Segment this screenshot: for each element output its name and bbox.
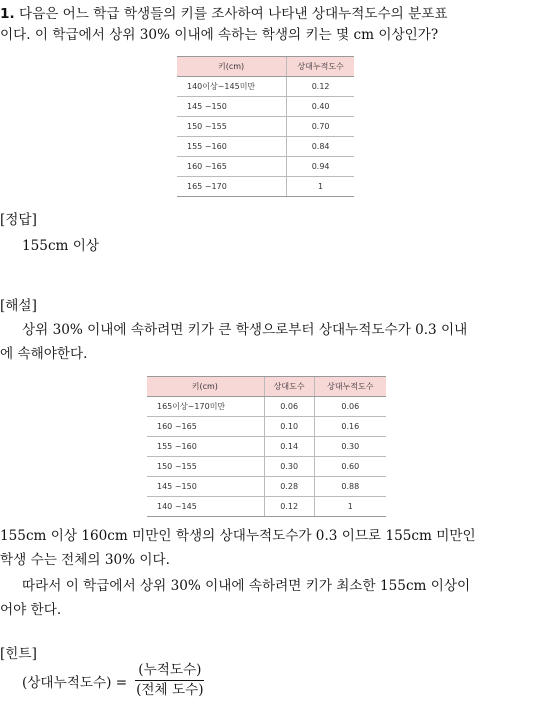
table-row xyxy=(147,397,386,417)
frequency-table-explanation xyxy=(147,376,386,517)
table-row xyxy=(177,177,354,197)
table-cell: 0.60 xyxy=(314,457,386,477)
hint-formula xyxy=(22,662,207,699)
table-cell: 140이상~145미만 xyxy=(177,77,287,97)
table-header: 상대누적도수 xyxy=(314,377,386,397)
explanation-line-1: 상위 30% 이내에 속하려면 키가 큰 학생으로부터 상대누적도수가 0.3 이내 xyxy=(22,322,468,338)
table-cell: 0.84 xyxy=(287,137,354,157)
table-cell: 145 ~150 xyxy=(147,477,264,497)
table-cell: 145 ~150 xyxy=(177,97,287,117)
question-line-2: 이다. 이 학급에서 상위 30% 이내에 속하는 학생의 키는 몇 cm 이상인가? xyxy=(0,27,439,43)
table-cell: 165 ~170 xyxy=(177,177,287,197)
table-cell: 0.94 xyxy=(287,157,354,177)
explanation-line-5: 따라서 이 학급에서 상위 30% 이내에 속하려면 키가 최소한 155cm 이상이 xyxy=(22,578,471,594)
table-cell: 140 ~145 xyxy=(147,497,264,517)
table-row xyxy=(177,97,354,117)
formula-denominator: (전체 도수) xyxy=(136,682,204,698)
answer-text: 155cm 이상 xyxy=(22,238,100,254)
explanation-line-6: 어야 한다. xyxy=(0,602,62,618)
table-header: 키(cm) xyxy=(177,57,287,77)
table-row xyxy=(147,477,386,497)
table-cell: 0.40 xyxy=(287,97,354,117)
table-row xyxy=(147,437,386,457)
table-header: 키(cm) xyxy=(147,377,264,397)
table-row xyxy=(177,77,354,97)
table-header: 상대누적도수 xyxy=(287,57,354,77)
explanation-line-3: 155cm 이상 160cm 미만인 학생의 상대누적도수가 0.3 이므로 155cm 미만인 xyxy=(0,528,476,544)
table-cell: 0.10 xyxy=(264,417,314,437)
table-cell: 1 xyxy=(314,497,386,517)
formula-fraction xyxy=(133,662,206,699)
table-cell: 0.28 xyxy=(264,477,314,497)
table-cell: 155 ~160 xyxy=(147,437,264,457)
table-row xyxy=(147,417,386,437)
table-cell: 1 xyxy=(287,177,354,197)
explanation-line-4: 학생 수는 전체의 30% 이다. xyxy=(0,552,171,568)
table-cell: 0.06 xyxy=(314,397,386,417)
table-header-row xyxy=(177,57,354,77)
table-cell: 0.30 xyxy=(264,457,314,477)
table-cell: 0.30 xyxy=(314,437,386,457)
table-row xyxy=(147,497,386,517)
answer-tag: [정답] xyxy=(0,212,37,228)
table-cell: 165이상~170미만 xyxy=(147,397,264,417)
table-cell: 0.14 xyxy=(264,437,314,457)
table-row xyxy=(177,117,354,137)
explanation-line-2: 에 속해야한다. xyxy=(0,346,88,362)
table-header-row xyxy=(147,377,386,397)
table-cell: 0.88 xyxy=(314,477,386,497)
question-number: 1. xyxy=(0,6,15,22)
table-cell: 160 ~165 xyxy=(177,157,287,177)
table-cell: 0.06 xyxy=(264,397,314,417)
table-cell: 0.12 xyxy=(287,77,354,97)
table-cell: 160 ~165 xyxy=(147,417,264,437)
table-cell: 155 ~160 xyxy=(177,137,287,157)
explanation-tag: [해설] xyxy=(0,298,37,314)
table-row xyxy=(147,457,386,477)
table-row xyxy=(177,157,354,177)
table-cell: 150 ~155 xyxy=(177,117,287,137)
table-header: 상대도수 xyxy=(264,377,314,397)
frequency-table-question xyxy=(177,56,354,197)
table-cell: 0.16 xyxy=(314,417,386,437)
formula-lhs: (상대누적도수) = xyxy=(22,674,128,691)
table-cell: 150 ~155 xyxy=(147,457,264,477)
hint-tag: [힌트] xyxy=(0,646,37,662)
formula-numerator: (누적도수) xyxy=(135,662,204,681)
table-cell: 0.70 xyxy=(287,117,354,137)
question-line-1: 다음은 어느 학급 학생들의 키를 조사하여 나타낸 상대누적도수의 분포표 xyxy=(18,6,448,22)
table-row xyxy=(177,137,354,157)
table-cell: 0.12 xyxy=(264,497,314,517)
